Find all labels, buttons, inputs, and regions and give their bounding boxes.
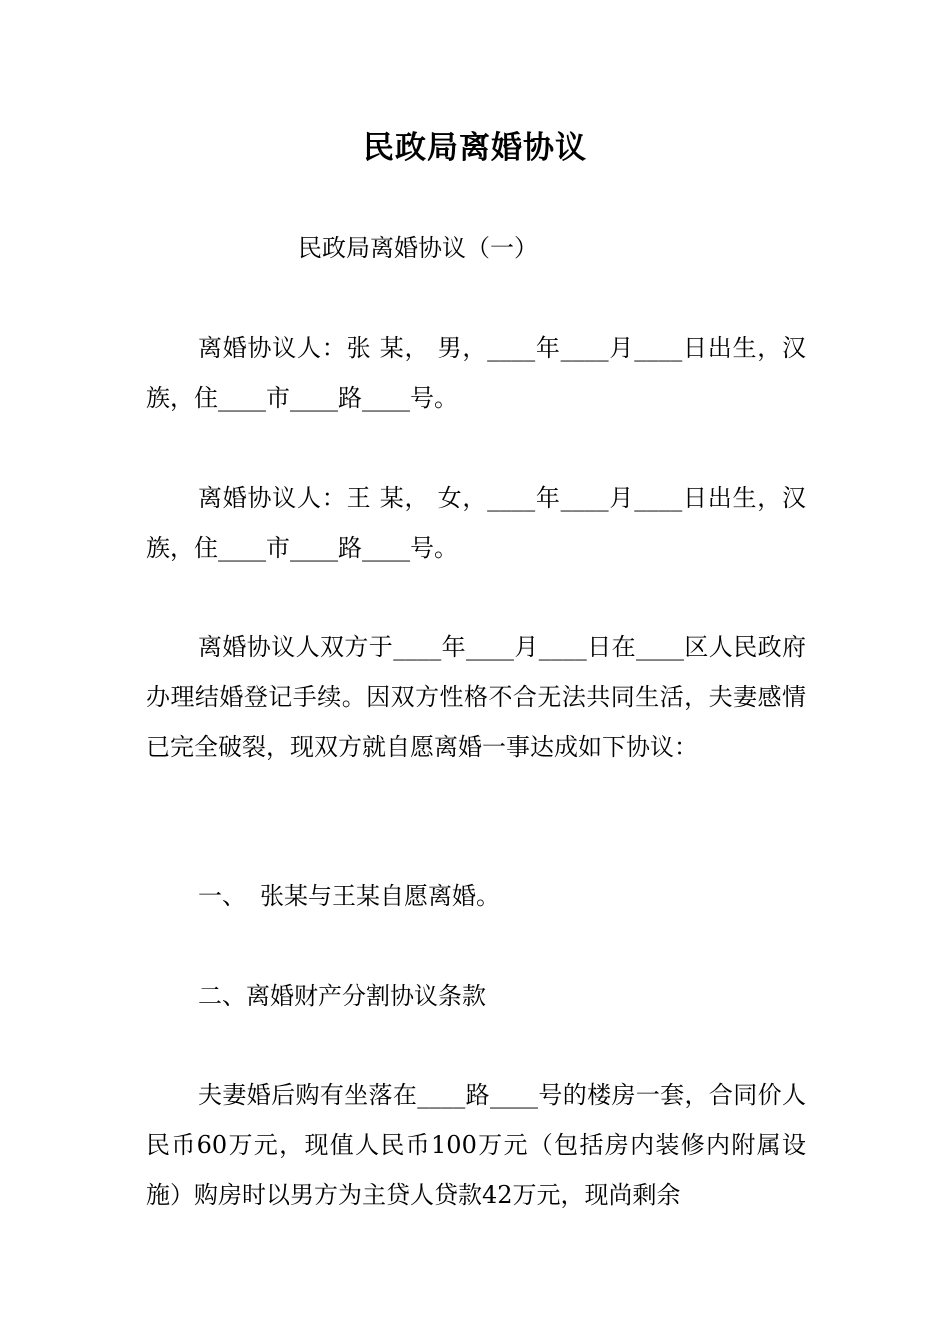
property-paragraph: 夫妻婚后购有坐落在____路____号的楼房一套，合同价人民币60万元，现值人民币100万元（包括房内装修内附属设施）购房时以男方为主贷人贷款42万元，现尚剩余 [146,1081,806,1209]
clause-two-heading: 二、离婚财产分割协议条款 [198,982,486,1010]
clause-one-text: 张某与王某自愿离婚。 [260,882,500,910]
clause-one [198,876,500,916]
document-subtitle: 民政局离婚协议（一） [298,234,538,262]
marriage-statement-paragraph: 离婚协议人双方于____年____月____日在____区人民政府办理结婚登记手续。因双方性格不合无法共同生活，夫妻感情已完全破裂，现双方就自愿离婚一事达成如下协议： [146,633,806,761]
party-two-paragraph: 离婚协议人：王 某， 女，____年____月____日出生，汉族，住____市____路____号。 [146,484,806,562]
party-one-paragraph: 离婚协议人：张 某， 男，____年____月____日出生，汉族，住____市____路____号。 [146,334,806,412]
document-title: 民政局离婚协议 [363,130,587,166]
clause-one-number: 一、 [198,882,246,910]
